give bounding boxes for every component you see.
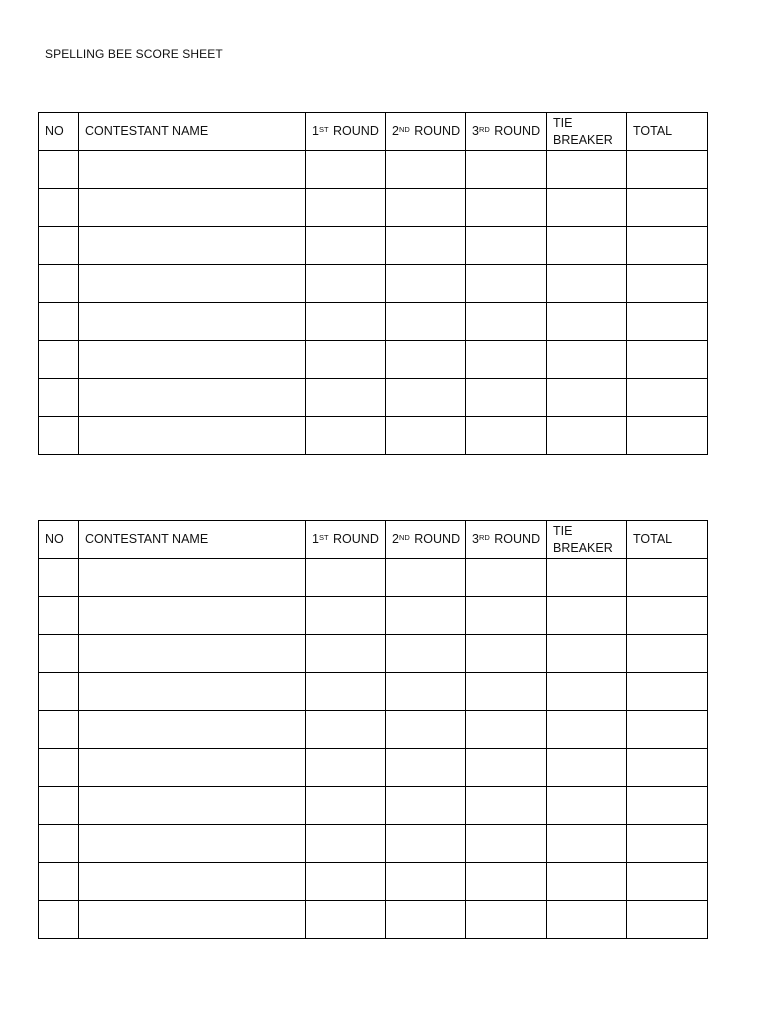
cell-total[interactable] [627,227,708,265]
table-row [39,559,708,597]
cell-tie-breaker[interactable] [547,379,627,417]
header-total: TOTAL [627,113,708,151]
cell-3rd-round[interactable] [466,265,547,303]
cell-total[interactable] [627,341,708,379]
table-body [39,559,708,939]
cell-tie-breaker[interactable] [547,673,627,711]
cell-tie-breaker[interactable] [547,825,627,863]
cell-1st-round[interactable] [306,417,386,455]
cell-contestant-name[interactable] [79,901,306,939]
cell-no[interactable] [39,673,79,711]
cell-no[interactable] [39,559,79,597]
score-table-1 [38,112,708,455]
table-row [39,711,708,749]
cell-2nd-round[interactable] [386,711,466,749]
cell-total[interactable] [627,265,708,303]
table-row [39,635,708,673]
cell-no[interactable] [39,189,79,227]
cell-3rd-round[interactable] [466,559,547,597]
cell-1st-round[interactable] [306,151,386,189]
cell-tie-breaker[interactable] [547,635,627,673]
cell-3rd-round[interactable] [466,227,547,265]
table-row [39,825,708,863]
header-3rd-round: 3RD ROUND [466,113,547,151]
cell-total[interactable] [627,711,708,749]
cell-total[interactable] [627,189,708,227]
cell-1st-round[interactable] [306,379,386,417]
cell-tie-breaker[interactable] [547,901,627,939]
cell-tie-breaker[interactable] [547,265,627,303]
cell-3rd-round[interactable] [466,711,547,749]
cell-no[interactable] [39,265,79,303]
cell-tie-breaker[interactable] [547,189,627,227]
cell-2nd-round[interactable] [386,265,466,303]
cell-1st-round[interactable] [306,341,386,379]
cell-1st-round[interactable] [306,189,386,227]
cell-1st-round[interactable] [306,825,386,863]
cell-no[interactable] [39,635,79,673]
cell-contestant-name[interactable] [79,303,306,341]
table-row [39,379,708,417]
header-total: TOTAL [627,521,708,559]
cell-1st-round[interactable] [306,227,386,265]
cell-total[interactable] [627,749,708,787]
cell-1st-round[interactable] [306,901,386,939]
table-row [39,227,708,265]
cell-contestant-name[interactable] [79,151,306,189]
cell-1st-round[interactable] [306,559,386,597]
cell-contestant-name[interactable] [79,341,306,379]
cell-no[interactable] [39,151,79,189]
cell-3rd-round[interactable] [466,151,547,189]
cell-1st-round[interactable] [306,711,386,749]
cell-tie-breaker[interactable] [547,559,627,597]
header-2nd-round: 2ND ROUND [386,521,466,559]
cell-no[interactable] [39,711,79,749]
cell-tie-breaker[interactable] [547,749,627,787]
header-no: NO [39,521,79,559]
cell-contestant-name[interactable] [79,825,306,863]
header-tie-breaker: TIE BREAKER [547,521,627,559]
cell-total[interactable] [627,635,708,673]
table-row [39,189,708,227]
cell-3rd-round[interactable] [466,825,547,863]
cell-no[interactable] [39,303,79,341]
cell-contestant-name[interactable] [79,227,306,265]
header-tie-breaker: TIE BREAKER [547,113,627,151]
cell-total[interactable] [627,597,708,635]
table-row [39,749,708,787]
cell-no[interactable] [39,417,79,455]
score-table-2 [38,520,708,939]
cell-3rd-round[interactable] [466,673,547,711]
cell-total[interactable] [627,901,708,939]
cell-total[interactable] [627,863,708,901]
cell-total[interactable] [627,559,708,597]
cell-2nd-round[interactable] [386,189,466,227]
table-row [39,341,708,379]
cell-3rd-round[interactable] [466,341,547,379]
cell-2nd-round[interactable] [386,787,466,825]
cell-2nd-round[interactable] [386,227,466,265]
table-row [39,151,708,189]
header-2nd-round: 2ND ROUND [386,113,466,151]
cell-contestant-name[interactable] [79,189,306,227]
cell-no[interactable] [39,597,79,635]
table-row [39,787,708,825]
header-no: NO [39,113,79,151]
cell-no[interactable] [39,863,79,901]
cell-3rd-round[interactable] [466,379,547,417]
cell-2nd-round[interactable] [386,417,466,455]
cell-contestant-name[interactable] [79,787,306,825]
cell-3rd-round[interactable] [466,749,547,787]
header-1st-round: 1ST ROUND [306,521,386,559]
cell-tie-breaker[interactable] [547,597,627,635]
cell-3rd-round[interactable] [466,635,547,673]
table-row [39,303,708,341]
cell-tie-breaker[interactable] [547,417,627,455]
cell-no[interactable] [39,341,79,379]
cell-2nd-round[interactable] [386,341,466,379]
cell-2nd-round[interactable] [386,597,466,635]
table-row [39,597,708,635]
cell-contestant-name[interactable] [79,749,306,787]
cell-total[interactable] [627,151,708,189]
cell-contestant-name[interactable] [79,379,306,417]
cell-2nd-round[interactable] [386,901,466,939]
cell-3rd-round[interactable] [466,189,547,227]
cell-tie-breaker[interactable] [547,341,627,379]
cell-total[interactable] [627,787,708,825]
header-row [39,113,708,151]
cell-no[interactable] [39,227,79,265]
cell-no[interactable] [39,749,79,787]
cell-tie-breaker[interactable] [547,151,627,189]
cell-3rd-round[interactable] [466,417,547,455]
cell-3rd-round[interactable] [466,863,547,901]
cell-3rd-round[interactable] [466,787,547,825]
cell-2nd-round[interactable] [386,559,466,597]
cell-2nd-round[interactable] [386,673,466,711]
cell-2nd-round[interactable] [386,379,466,417]
cell-contestant-name[interactable] [79,417,306,455]
cell-contestant-name[interactable] [79,863,306,901]
cell-tie-breaker[interactable] [547,863,627,901]
cell-1st-round[interactable] [306,597,386,635]
cell-total[interactable] [627,825,708,863]
cell-2nd-round[interactable] [386,151,466,189]
cell-1st-round[interactable] [306,265,386,303]
cell-1st-round[interactable] [306,673,386,711]
cell-3rd-round[interactable] [466,597,547,635]
cell-1st-round[interactable] [306,749,386,787]
cell-total[interactable] [627,379,708,417]
cell-contestant-name[interactable] [79,597,306,635]
header-3rd-round: 3RD ROUND [466,521,547,559]
cell-2nd-round[interactable] [386,863,466,901]
cell-tie-breaker[interactable] [547,787,627,825]
cell-2nd-round[interactable] [386,303,466,341]
cell-1st-round[interactable] [306,303,386,341]
cell-tie-breaker[interactable] [547,711,627,749]
header-1st-round: 1ST ROUND [306,113,386,151]
cell-total[interactable] [627,673,708,711]
cell-contestant-name[interactable] [79,559,306,597]
cell-2nd-round[interactable] [386,635,466,673]
table-row [39,863,708,901]
table-row [39,901,708,939]
cell-contestant-name[interactable] [79,673,306,711]
header-row [39,521,708,559]
cell-total[interactable] [627,417,708,455]
cell-contestant-name[interactable] [79,635,306,673]
cell-no[interactable] [39,825,79,863]
cell-1st-round[interactable] [306,863,386,901]
cell-tie-breaker[interactable] [547,303,627,341]
cell-1st-round[interactable] [306,635,386,673]
cell-total[interactable] [627,303,708,341]
cell-1st-round[interactable] [306,787,386,825]
cell-no[interactable] [39,901,79,939]
header-contestant-name: CONTESTANT NAME [79,113,306,151]
page-title: SPELLING BEE SCORE SHEET [45,47,223,61]
cell-contestant-name[interactable] [79,265,306,303]
cell-tie-breaker[interactable] [547,227,627,265]
table-row [39,265,708,303]
cell-no[interactable] [39,787,79,825]
cell-contestant-name[interactable] [79,711,306,749]
cell-2nd-round[interactable] [386,749,466,787]
table-row [39,417,708,455]
cell-3rd-round[interactable] [466,901,547,939]
table-body [39,151,708,455]
table-row [39,673,708,711]
cell-no[interactable] [39,379,79,417]
header-contestant-name: CONTESTANT NAME [79,521,306,559]
cell-3rd-round[interactable] [466,303,547,341]
cell-2nd-round[interactable] [386,825,466,863]
